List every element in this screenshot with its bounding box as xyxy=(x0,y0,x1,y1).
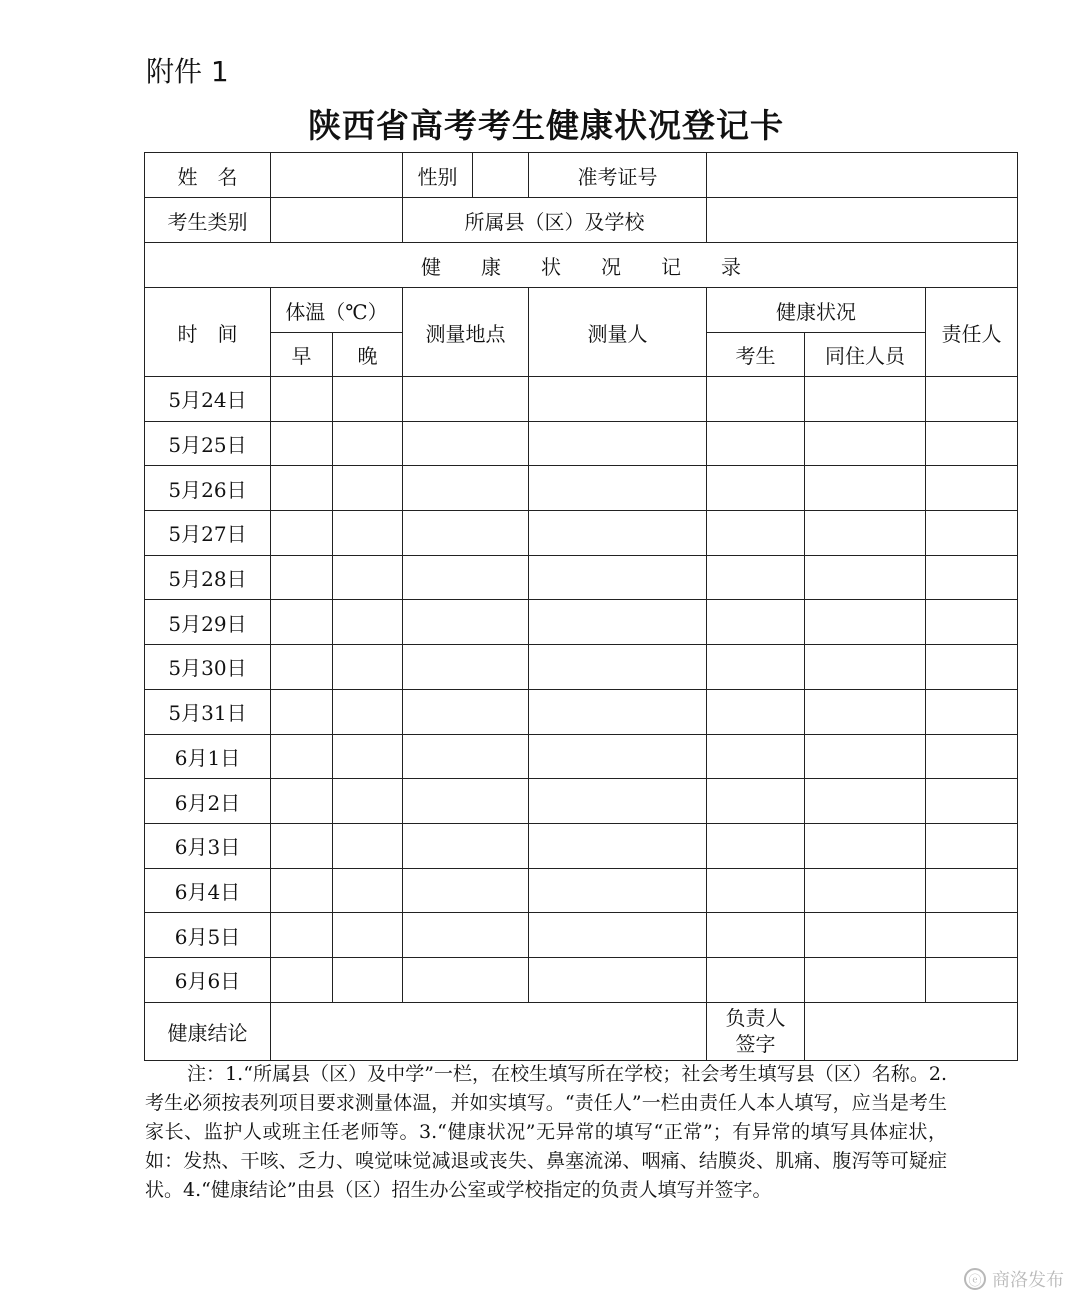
measurer-field[interactable] xyxy=(529,600,707,645)
signer-field[interactable] xyxy=(805,1002,1018,1060)
col-morning: 早 xyxy=(271,333,333,377)
examinee-status-field[interactable] xyxy=(707,421,805,466)
examinee-status-field[interactable] xyxy=(707,913,805,958)
location-field[interactable] xyxy=(403,913,529,958)
measurer-field[interactable] xyxy=(529,734,707,779)
date-cell: 6月5日 xyxy=(145,913,271,958)
evening-temp-field[interactable] xyxy=(333,957,403,1002)
section-title: 健 康 状 况 记 录 xyxy=(145,243,1018,288)
examinee-status-field[interactable] xyxy=(707,645,805,690)
morning-temp-field[interactable] xyxy=(271,511,333,556)
date-cell: 5月29日 xyxy=(145,600,271,645)
table-row xyxy=(145,377,1018,422)
cohabitants-status-field[interactable] xyxy=(805,645,926,690)
responsible-field[interactable] xyxy=(926,913,1018,958)
morning-temp-field[interactable] xyxy=(271,555,333,600)
cohabitants-status-field[interactable] xyxy=(805,913,926,958)
location-field[interactable] xyxy=(403,421,529,466)
evening-temp-field[interactable] xyxy=(333,913,403,958)
cohabitants-status-field[interactable] xyxy=(805,779,926,824)
col-location: 测量地点 xyxy=(403,288,529,377)
location-field[interactable] xyxy=(403,823,529,868)
table-row xyxy=(145,734,1018,779)
col-health-status: 健康状况 xyxy=(707,288,926,333)
examinee-status-field[interactable] xyxy=(707,555,805,600)
responsible-field[interactable] xyxy=(926,421,1018,466)
morning-temp-field[interactable] xyxy=(271,466,333,511)
measurer-field[interactable] xyxy=(529,645,707,690)
cohabitants-status-field[interactable] xyxy=(805,600,926,645)
watermark-text: 商洛发布 xyxy=(992,1270,1064,1291)
table-row xyxy=(145,868,1018,913)
table-row xyxy=(145,421,1018,466)
col-time: 时 间 xyxy=(145,288,271,377)
examinee-status-field[interactable] xyxy=(707,823,805,868)
evening-temp-field[interactable] xyxy=(333,868,403,913)
examinee-status-field[interactable] xyxy=(707,734,805,779)
category-label: 考生类别 xyxy=(145,198,271,243)
col-cohabitants: 同住人员 xyxy=(805,333,926,377)
location-field[interactable] xyxy=(403,600,529,645)
date-cell: 6月2日 xyxy=(145,779,271,824)
gender-field[interactable] xyxy=(473,153,529,198)
watermark-logo-icon: ⓔ xyxy=(964,1268,986,1290)
location-field[interactable] xyxy=(403,377,529,422)
morning-temp-field[interactable] xyxy=(271,734,333,779)
date-cell: 5月25日 xyxy=(145,421,271,466)
location-field[interactable] xyxy=(403,957,529,1002)
morning-temp-field[interactable] xyxy=(271,377,333,422)
county-school-field[interactable] xyxy=(707,198,1018,243)
conclusion-field[interactable] xyxy=(271,1002,707,1060)
cohabitants-status-field[interactable] xyxy=(805,823,926,868)
signer-label: 负责人签字 xyxy=(707,1002,805,1060)
morning-temp-field[interactable] xyxy=(271,823,333,868)
examinee-status-field[interactable] xyxy=(707,466,805,511)
table-row xyxy=(145,689,1018,734)
responsible-field[interactable] xyxy=(926,823,1018,868)
date-cell: 5月24日 xyxy=(145,377,271,422)
exam-id-field[interactable] xyxy=(707,153,1018,198)
location-field[interactable] xyxy=(403,511,529,556)
cohabitants-status-field[interactable] xyxy=(805,421,926,466)
col-temperature: 体温（℃） xyxy=(271,288,403,333)
responsible-field[interactable] xyxy=(926,957,1018,1002)
location-field[interactable] xyxy=(403,779,529,824)
exam-id-label: 准考证号 xyxy=(529,153,707,198)
evening-temp-field[interactable] xyxy=(333,645,403,690)
measurer-field[interactable] xyxy=(529,466,707,511)
examinee-status-field[interactable] xyxy=(707,868,805,913)
morning-temp-field[interactable] xyxy=(271,689,333,734)
measurer-field[interactable] xyxy=(529,868,707,913)
morning-temp-field[interactable] xyxy=(271,600,333,645)
examinee-status-field[interactable] xyxy=(707,377,805,422)
cohabitants-status-field[interactable] xyxy=(805,511,926,556)
date-cell: 5月27日 xyxy=(145,511,271,556)
measurer-field[interactable] xyxy=(529,511,707,556)
col-examinee: 考生 xyxy=(707,333,805,377)
measurer-field[interactable] xyxy=(529,957,707,1002)
location-field[interactable] xyxy=(403,555,529,600)
evening-temp-field[interactable] xyxy=(333,555,403,600)
measurer-field[interactable] xyxy=(529,823,707,868)
table-row xyxy=(145,823,1018,868)
measurer-field[interactable] xyxy=(529,555,707,600)
cohabitants-status-field[interactable] xyxy=(805,689,926,734)
table-row xyxy=(145,600,1018,645)
examinee-status-field[interactable] xyxy=(707,779,805,824)
cohabitants-status-field[interactable] xyxy=(805,466,926,511)
evening-temp-field[interactable] xyxy=(333,779,403,824)
table-row xyxy=(145,511,1018,556)
table-row xyxy=(145,779,1018,824)
cohabitants-status-field[interactable] xyxy=(805,377,926,422)
evening-temp-field[interactable] xyxy=(333,689,403,734)
responsible-field[interactable] xyxy=(926,555,1018,600)
table-row xyxy=(145,466,1018,511)
responsible-field[interactable] xyxy=(926,511,1018,556)
date-cell: 5月26日 xyxy=(145,466,271,511)
date-cell: 6月4日 xyxy=(145,868,271,913)
responsible-field[interactable] xyxy=(926,645,1018,690)
morning-temp-field[interactable] xyxy=(271,868,333,913)
morning-temp-field[interactable] xyxy=(271,779,333,824)
col-responsible: 责任人 xyxy=(926,288,1018,377)
location-field[interactable] xyxy=(403,689,529,734)
col-measurer: 测量人 xyxy=(529,288,707,377)
responsible-field[interactable] xyxy=(926,466,1018,511)
gender-label: 性别 xyxy=(403,153,473,198)
examinee-status-field[interactable] xyxy=(707,957,805,1002)
responsible-field[interactable] xyxy=(926,779,1018,824)
measurer-field[interactable] xyxy=(529,779,707,824)
cohabitants-status-field[interactable] xyxy=(805,734,926,779)
responsible-field[interactable] xyxy=(926,689,1018,734)
table-row xyxy=(145,957,1018,1002)
morning-temp-field[interactable] xyxy=(271,957,333,1002)
evening-temp-field[interactable] xyxy=(333,600,403,645)
table-row xyxy=(145,555,1018,600)
examinee-status-field[interactable] xyxy=(707,689,805,734)
health-record-table xyxy=(144,152,1018,1061)
location-field[interactable] xyxy=(403,466,529,511)
morning-temp-field[interactable] xyxy=(271,645,333,690)
category-field[interactable] xyxy=(271,198,403,243)
county-school-label: 所属县（区）及学校 xyxy=(403,198,707,243)
evening-temp-field[interactable] xyxy=(333,466,403,511)
responsible-field[interactable] xyxy=(926,600,1018,645)
location-field[interactable] xyxy=(403,868,529,913)
examinee-status-field[interactable] xyxy=(707,511,805,556)
table-row xyxy=(145,913,1018,958)
location-field[interactable] xyxy=(403,645,529,690)
form-note: 注：1.“所属县（区）及中学”一栏，在校生填写所在学校；社会考生填写县（区）名称。2. 考生必须按表列项目要求测量体温，并如实填写。“责任人”一栏由责任人本人填写，应当是考生家长、监护人或班主任老师等。3.“健康状况”无异常的填写“正常”；有异常的填写具体症状，如：发热、干咳、乏力、嗅觉味觉减退或丧失、鼻塞流涕、咽痛、结膜炎、肌痛、腹泻等可疑症状。4.“健康结论”由县（区）招生办公室或学校指定的负责人填写并签字。 xyxy=(145,1063,947,1201)
morning-temp-field[interactable] xyxy=(271,913,333,958)
examinee-status-field[interactable] xyxy=(707,600,805,645)
col-evening: 晚 xyxy=(333,333,403,377)
measurer-field[interactable] xyxy=(529,913,707,958)
responsible-field[interactable] xyxy=(926,377,1018,422)
evening-temp-field[interactable] xyxy=(333,823,403,868)
measurer-field[interactable] xyxy=(529,377,707,422)
date-cell: 6月6日 xyxy=(145,957,271,1002)
evening-temp-field[interactable] xyxy=(333,734,403,779)
date-cell: 5月28日 xyxy=(145,555,271,600)
measurer-field[interactable] xyxy=(529,689,707,734)
name-label: 姓 名 xyxy=(145,153,271,198)
evening-temp-field[interactable] xyxy=(333,377,403,422)
date-cell: 6月1日 xyxy=(145,734,271,779)
cohabitants-status-field[interactable] xyxy=(805,555,926,600)
form-title: 陕西省高考考生健康状况登记卡 xyxy=(308,106,784,145)
watermark xyxy=(964,1266,1064,1292)
measurer-field[interactable] xyxy=(529,421,707,466)
location-field[interactable] xyxy=(403,734,529,779)
cohabitants-status-field[interactable] xyxy=(805,957,926,1002)
date-cell: 6月3日 xyxy=(145,823,271,868)
date-cell: 5月30日 xyxy=(145,645,271,690)
responsible-field[interactable] xyxy=(926,734,1018,779)
name-field[interactable] xyxy=(271,153,403,198)
evening-temp-field[interactable] xyxy=(333,421,403,466)
morning-temp-field[interactable] xyxy=(271,421,333,466)
table-row xyxy=(145,645,1018,690)
cohabitants-status-field[interactable] xyxy=(805,868,926,913)
responsible-field[interactable] xyxy=(926,868,1018,913)
conclusion-label: 健康结论 xyxy=(145,1002,271,1060)
date-cell: 5月31日 xyxy=(145,689,271,734)
evening-temp-field[interactable] xyxy=(333,511,403,556)
attachment-label: 附件 1 xyxy=(146,55,229,88)
